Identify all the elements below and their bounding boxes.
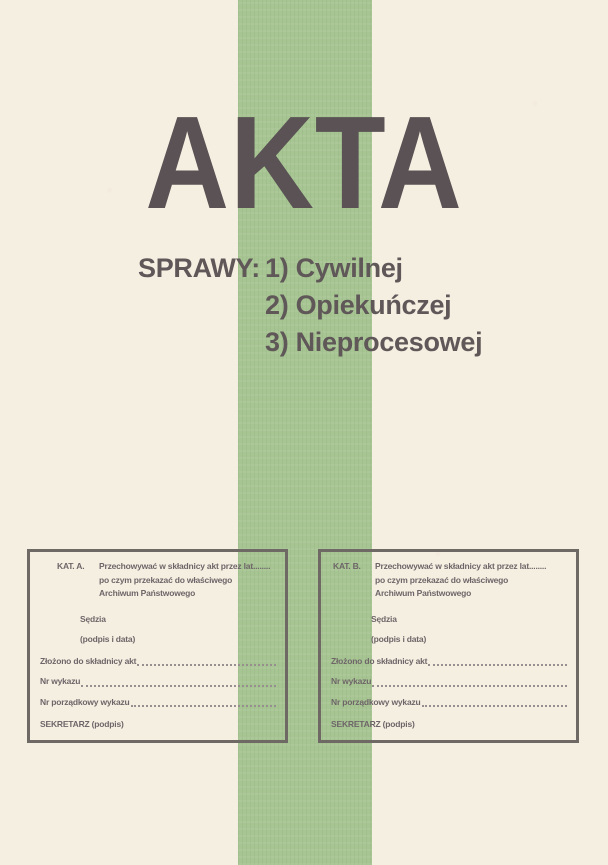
sprawy-label: SPRAWY: [138,253,260,283]
instruction-line: Przechowywać w składnicy akt przez lat........ [375,561,547,571]
page-title: AKTA [145,89,463,236]
kat-a-judge-label: Sędzia [80,613,106,624]
kat-b-box [318,549,579,743]
kat-b-field-nr-wykazu [331,675,567,689]
kat-a-signature-hint: (podpis i data) [80,634,136,644]
case-type-list [138,250,482,361]
kat-b-retention-instruction [375,560,567,601]
kat-a-field-nr-wykazu [40,675,276,689]
field-label: Nr porządkowy wykazu [331,696,421,707]
instruction-line: po czym przekazać do właściwego [375,574,509,585]
kat-a-header-row [57,560,276,601]
kat-b-field-nr-porzadkowy [331,696,567,710]
kat-a-label: KAT. A. [57,561,85,571]
case-type-civil: 1) Cywilnej [265,253,403,283]
dotted-leader [131,705,276,707]
instruction-line: Archiwum Państwowego [99,588,196,598]
case-type-line-3 [265,324,482,361]
kat-a-field-zlozono [40,655,276,669]
kat-b-judge-label: Sędzia [371,613,397,624]
field-label: Nr wykazu [40,676,81,686]
field-label: Nr wykazu [331,676,372,686]
instruction-line: Przechowywać w składnicy akt przez lat........ [99,561,271,571]
field-label: Złożono do składnicy akt [40,655,137,666]
field-label: Nr porządkowy wykazu [40,696,130,707]
case-type-line-1 [138,250,482,287]
kat-a-field-nr-porzadkowy [40,696,276,710]
kat-a-secretary-label: SEKRETARZ (podpis) [40,719,124,729]
kat-b-header-row [333,560,567,601]
case-type-line-2 [265,287,482,324]
case-type-custody: 2) Opiekuńczej [265,290,452,320]
instruction-line: po czym przekazać do właściwego [99,574,233,585]
field-label: Złożono do składnicy akt [331,655,428,666]
kat-b-signature-hint: (podpis i data) [371,634,427,644]
dotted-leader [372,685,567,687]
dotted-leader [422,705,567,707]
dotted-leader [428,664,567,666]
dotted-leader [137,664,276,666]
kat-b-label: KAT. B. [333,561,361,571]
instruction-line: Archiwum Państwowego [375,588,472,598]
dotted-leader [81,685,276,687]
kat-a-box [27,549,288,743]
kat-b-secretary-label: SEKRETARZ (podpis) [331,719,415,729]
kat-a-retention-instruction [99,560,276,601]
kat-b-field-zlozono [331,655,567,669]
case-type-nonlitigious: 3) Nieprocesowej [265,327,483,357]
